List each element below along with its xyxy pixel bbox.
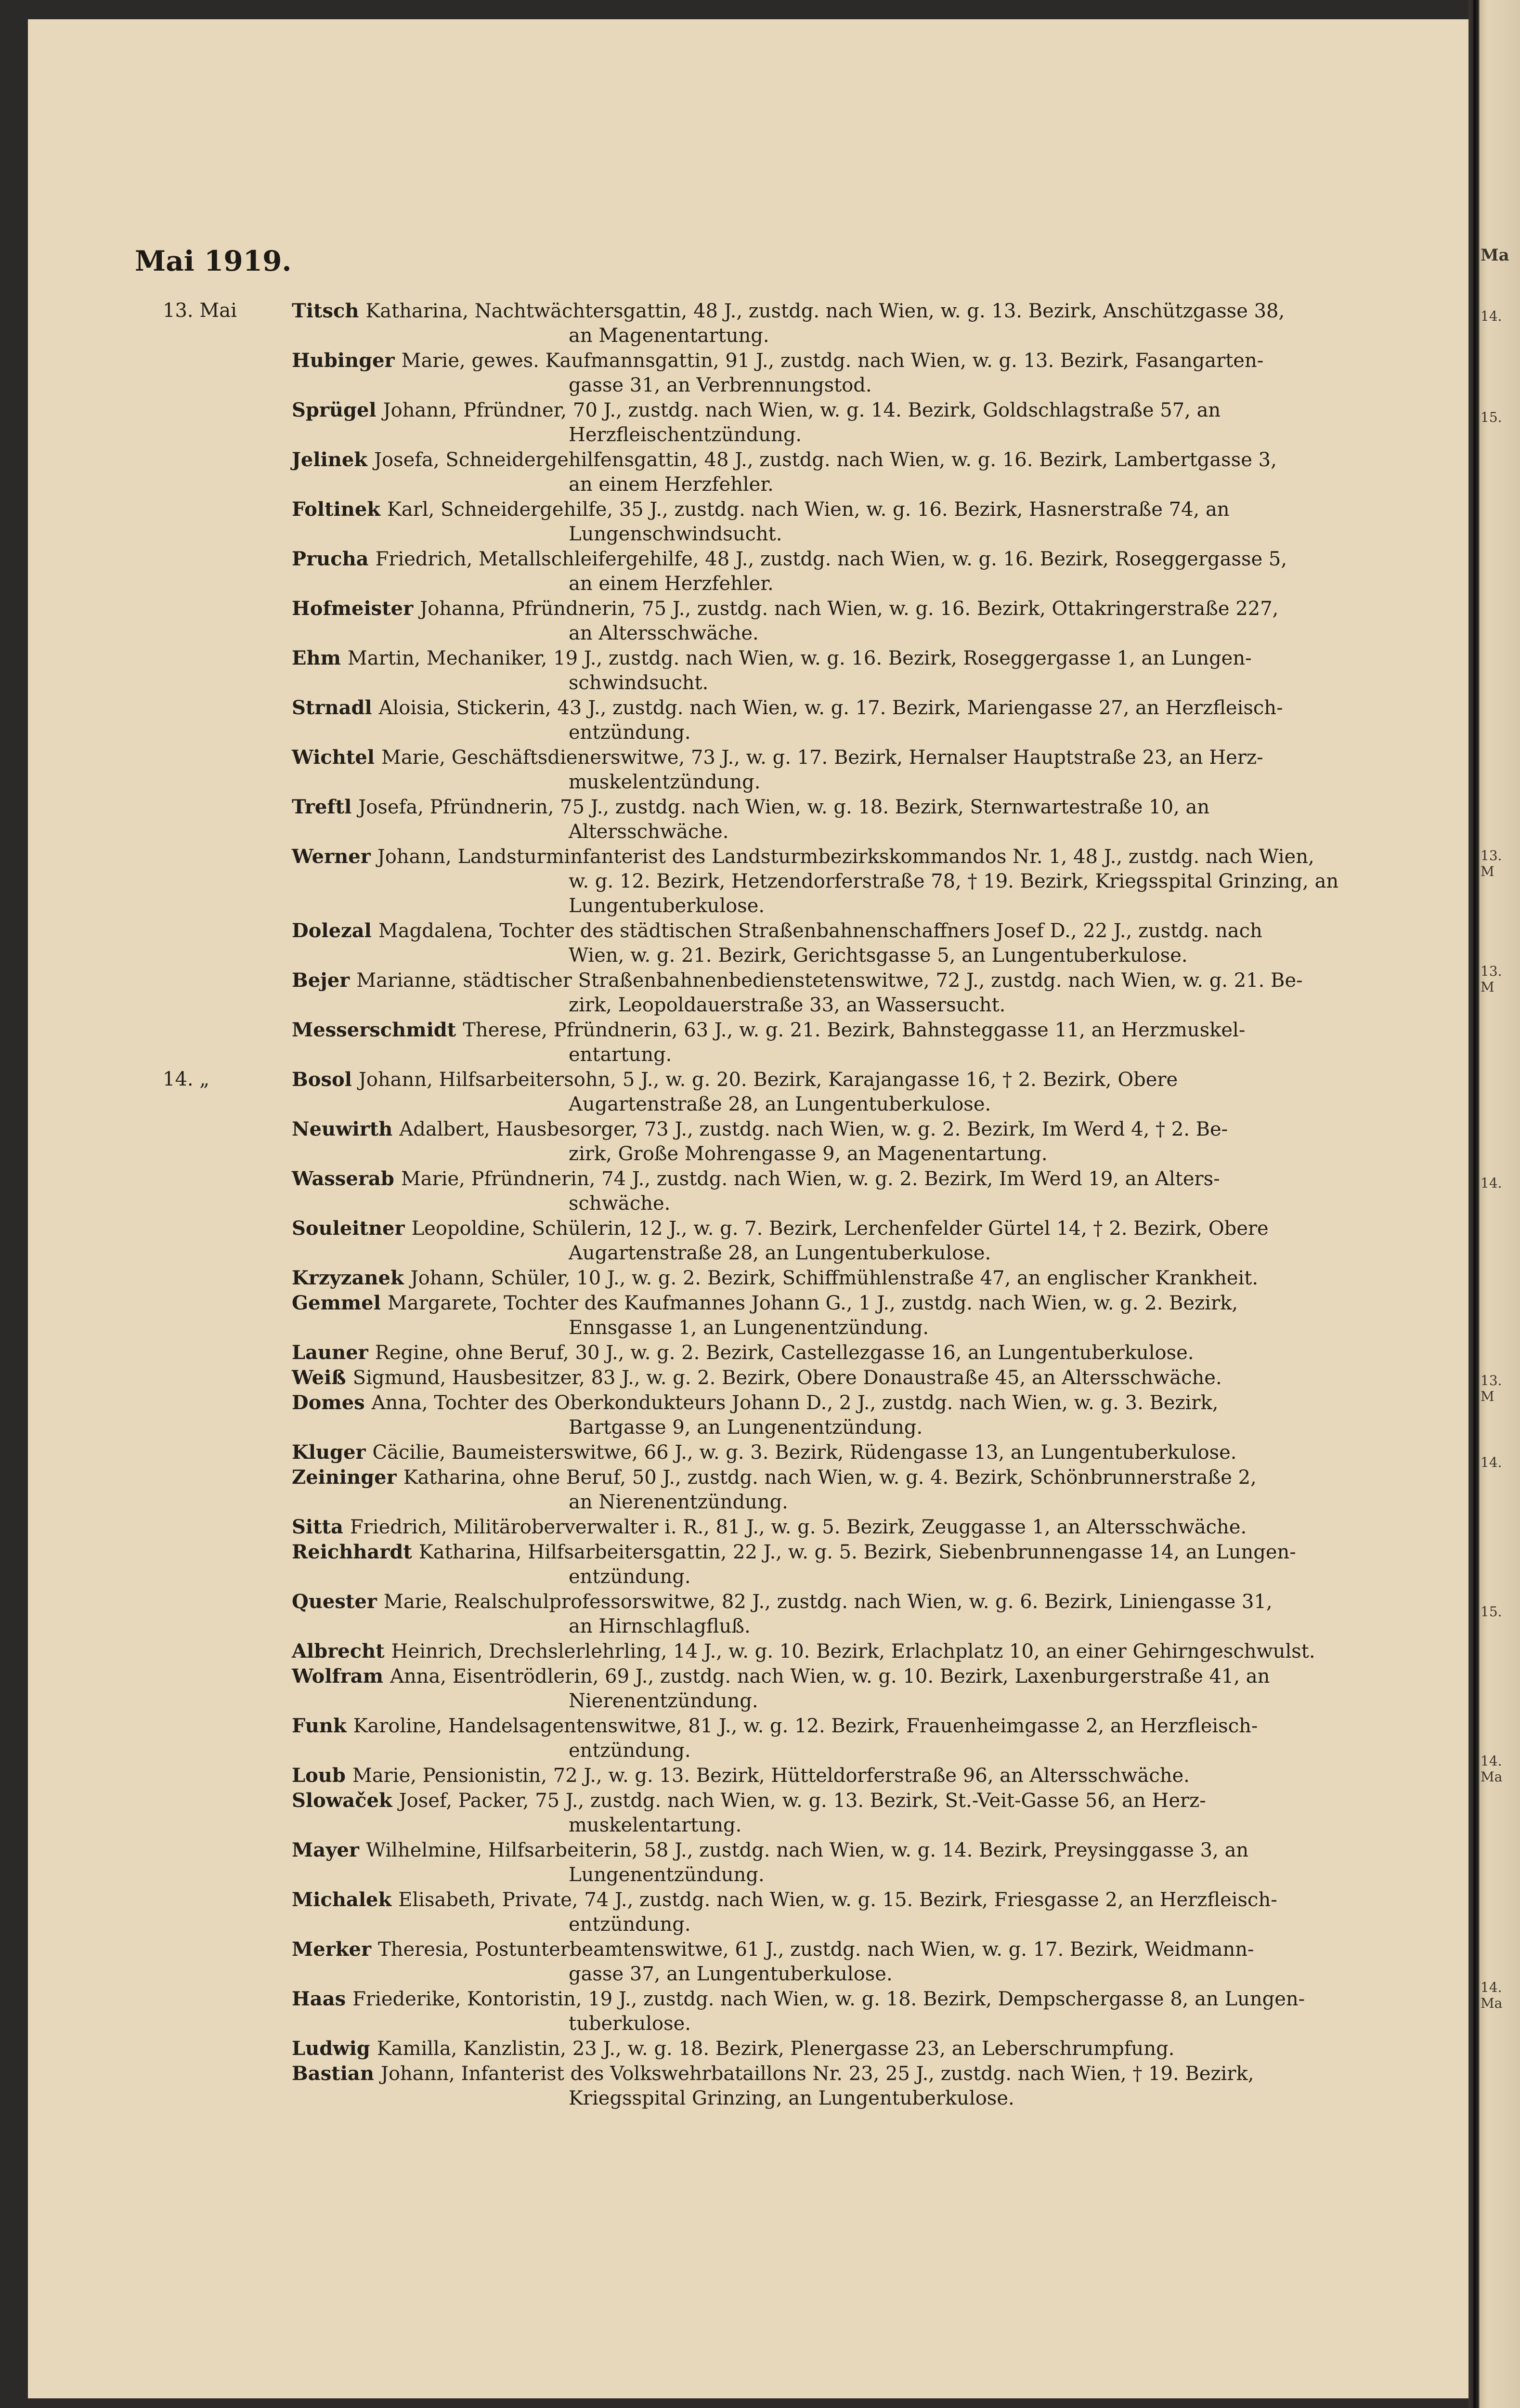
entry-first-line bbox=[292, 1515, 1454, 1540]
entry-text: Marie, Pensionistin, 72 J., w. g. 13. Bezirk, Hütteldorferstraße 96, an Altersschwäche. bbox=[352, 1765, 1190, 1787]
entry-continuation: an Hirnschlagfluß. bbox=[569, 1615, 751, 1637]
death-entry bbox=[135, 1291, 1454, 1340]
entry-text: Anna, Tochter des Oberkondukteurs Johann D., 2 J., zustdg. nach Wien, w. g. 3. Bezirk, bbox=[371, 1392, 1219, 1414]
entry-surname: Haas bbox=[292, 1988, 346, 2010]
death-entry bbox=[135, 1390, 1454, 1440]
entry-text: Johann, Infanterist des Volkswehrbataillons Nr. 23, 25 J., zustdg. nach Wien, † 19. Bezirk, bbox=[380, 2063, 1254, 2085]
death-entry bbox=[135, 1639, 1454, 1664]
entry-continuation: Augartenstraße 28, an Lungentuberkulose. bbox=[569, 1242, 991, 1264]
entry-text: Margarete, Tochter des Kaufmannes Johann G., 1 J., zustdg. nach Wien, w. g. 2. Bezirk, bbox=[387, 1292, 1238, 1314]
entry-surname: Slowaček bbox=[292, 1789, 392, 1812]
entry-surname: Domes bbox=[292, 1391, 365, 1414]
death-entry bbox=[135, 1166, 1454, 1216]
entry-first-line bbox=[292, 1589, 1454, 1614]
death-entry bbox=[135, 1887, 1454, 1937]
entry-text: Elisabeth, Private, 74 J., zustdg. nach Wien, w. g. 15. Bezirk, Friesgasse 2, an Herzfleisch- bbox=[398, 1889, 1277, 1911]
death-entry bbox=[135, 646, 1454, 695]
entry-first-line bbox=[292, 968, 1454, 993]
entry-text: Katharina, Hilfsarbeitersgattin, 22 J., w. g. 5. Bezirk, Siebenbrunnengasse 14, an Lungen- bbox=[418, 1541, 1296, 1563]
entry-text: Katharina, Nachtwächtersgattin, 48 J., zustdg. nach Wien, w. g. 13. Bezirk, Anschützgasse 38, bbox=[365, 300, 1285, 322]
entry-surname: Jelinek bbox=[292, 448, 368, 471]
entry-first-line bbox=[292, 646, 1454, 671]
entry-continuation: zirk, Leopoldauerstraße 33, an Wassersucht. bbox=[569, 994, 1006, 1016]
death-entry bbox=[135, 1540, 1454, 1589]
entry-first-line bbox=[292, 2036, 1454, 2061]
entry-continuation: w. g. 12. Bezirk, Hetzendorferstraße 78, † 19. Bezirk, Kriegsspital Grinzing, an Lungentuberkulose. bbox=[569, 870, 1339, 917]
entry-continuation: entzündung. bbox=[569, 721, 691, 744]
entry-surname: Dolezal bbox=[292, 919, 372, 942]
entry-first-line bbox=[292, 1763, 1454, 1788]
entry-continuation: Lungenentzündung. bbox=[569, 1864, 765, 1886]
margin-note: 14. Ma bbox=[1481, 1753, 1503, 1785]
entry-first-line bbox=[292, 1714, 1454, 1739]
entry-first-line bbox=[292, 1067, 1454, 1092]
death-entry bbox=[135, 348, 1454, 398]
entry-first-line bbox=[292, 1788, 1454, 1813]
entry-text: Therese, Pfründnerin, 63 J., w. g. 21. Bezirk, Bahnsteggasse 11, an Herzmuskel- bbox=[463, 1019, 1246, 1041]
death-entry bbox=[135, 918, 1454, 968]
entry-continuation: entzündung. bbox=[569, 1913, 691, 1936]
entry-first-line bbox=[292, 745, 1454, 770]
entry-surname: Wichtel bbox=[292, 746, 375, 769]
entry-continuation: an Altersschwäche. bbox=[569, 622, 759, 644]
death-entry bbox=[135, 497, 1454, 547]
entry-text: Adalbert, Hausbesorger, 73 J., zustdg. nach Wien, w. g. 2. Bezirk, Im Werd 4, † 2. Be- bbox=[399, 1118, 1228, 1140]
entry-first-line bbox=[292, 844, 1454, 869]
entry-continuation: entartung. bbox=[569, 1044, 672, 1066]
entry-text: Marie, Pfründnerin, 74 J., zustdg. nach Wien, w. g. 2. Bezirk, Im Werd 19, an Alters- bbox=[401, 1168, 1220, 1190]
death-entry bbox=[135, 1216, 1454, 1266]
margin-note: 13. M bbox=[1481, 1373, 1502, 1404]
entry-first-line bbox=[292, 1664, 1454, 1689]
entry-continuation: schwindsucht. bbox=[569, 672, 709, 694]
entry-continuation: Wien, w. g. 21. Bezirk, Gerichtsgasse 5, an Lungentuberkulose. bbox=[569, 944, 1188, 967]
entry-first-line bbox=[292, 447, 1454, 472]
entry-text: Josefa, Pfründnerin, 75 J., zustdg. nach Wien, w. g. 18. Bezirk, Sternwartestraße 10, an bbox=[358, 796, 1210, 818]
entry-first-line bbox=[292, 1266, 1454, 1291]
entry-text: Cäcilie, Baumeisterswitwe, 66 J., w. g. 3. Bezirk, Rüdengasse 13, an Lungentuberkulose. bbox=[372, 1441, 1237, 1464]
entry-surname: Werner bbox=[292, 845, 371, 868]
entry-first-line bbox=[292, 795, 1454, 820]
entry-first-line bbox=[292, 1018, 1454, 1043]
entry-surname: Messerschmidt bbox=[292, 1019, 456, 1041]
entry-surname: Reichhardt bbox=[292, 1541, 412, 1563]
death-entry bbox=[135, 299, 1454, 348]
entry-surname: Strnadl bbox=[292, 696, 372, 719]
entry-list bbox=[135, 299, 1454, 2111]
death-entry bbox=[135, 844, 1454, 918]
page-header: Mai 1919. bbox=[135, 245, 292, 277]
entry-surname: Krzyzanek bbox=[292, 1267, 404, 1289]
death-entry bbox=[135, 1838, 1454, 1887]
entry-text: Regine, ohne Beruf, 30 J., w. g. 2. Bezirk, Castellezgasse 16, an Lungentuberkulose. bbox=[375, 1342, 1194, 1364]
entry-first-line bbox=[292, 398, 1454, 423]
entry-first-line bbox=[292, 1365, 1454, 1390]
entry-first-line bbox=[292, 1987, 1454, 2012]
entry-text: Heinrich, Drechslerlehrling, 14 J., w. g. 10. Bezirk, Erlachplatz 10, an einer Gehirngeschwulst. bbox=[391, 1640, 1315, 1662]
entry-surname: Michalek bbox=[292, 1888, 392, 1911]
entry-first-line bbox=[292, 2061, 1454, 2086]
entry-first-line bbox=[292, 299, 1454, 324]
entry-continuation: muskelentartung. bbox=[569, 1814, 742, 1836]
entry-continuation: entzündung. bbox=[569, 1566, 691, 1588]
entry-first-line bbox=[292, 1639, 1454, 1664]
entry-continuation: an Magenentartung. bbox=[569, 325, 769, 347]
death-entry bbox=[135, 1987, 1454, 2036]
entry-surname: Treftl bbox=[292, 796, 352, 818]
entry-surname: Neuwirth bbox=[292, 1118, 393, 1140]
margin-header: Ma bbox=[1481, 246, 1509, 265]
entry-text: Katharina, ohne Beruf, 50 J., zustdg. nach Wien, w. g. 4. Bezirk, Schönbrunnerstraße 2, bbox=[403, 1466, 1257, 1489]
entry-text: Josef, Packer, 75 J., zustdg. nach Wien, w. g. 13. Bezirk, St.-Veit-Gasse 56, an Herz- bbox=[399, 1790, 1206, 1812]
entry-first-line bbox=[292, 1440, 1454, 1465]
entry-text: Marie, Geschäftsdienerswitwe, 73 J., w. g. 17. Bezirk, Hernalser Hauptstraße 23, an Herz- bbox=[381, 746, 1263, 769]
entry-surname: Bastian bbox=[292, 2062, 374, 2085]
entry-continuation: Herzfleischentzündung. bbox=[569, 424, 802, 446]
entry-surname: Kluger bbox=[292, 1441, 366, 1464]
entry-text: Anna, Eisentrödlerin, 69 J., zustdg. nach Wien, w. g. 10. Bezirk, Laxenburgerstraße 41, an bbox=[390, 1665, 1270, 1688]
death-entry bbox=[135, 398, 1454, 447]
entry-surname: Zeininger bbox=[292, 1466, 397, 1489]
entry-text: Sigmund, Hausbesitzer, 83 J., w. g. 2. Bezirk, Obere Donaustraße 45, an Altersschwäche. bbox=[352, 1367, 1222, 1389]
entry-continuation: Augartenstraße 28, an Lungentuberkulose. bbox=[569, 1093, 991, 1115]
entry-surname: Hofmeister bbox=[292, 597, 414, 620]
death-entry bbox=[135, 1067, 1454, 1117]
entry-surname: Bejer bbox=[292, 969, 350, 992]
entry-first-line bbox=[292, 1291, 1454, 1316]
entry-continuation: Ennsgasse 1, an Lungenentzündung. bbox=[569, 1317, 929, 1339]
margin-note: 15. bbox=[1481, 1604, 1502, 1620]
entry-text: Friedrich, Militäroberverwalter i. R., 81 J., w. g. 5. Bezirk, Zeuggasse 1, an Altersschwäche. bbox=[350, 1516, 1247, 1538]
entry-continuation: Bartgasse 9, an Lungenentzündung. bbox=[569, 1416, 923, 1439]
entry-continuation: an Nierenentzündung. bbox=[569, 1491, 788, 1513]
death-entry bbox=[135, 1340, 1454, 1365]
page-fold bbox=[1473, 0, 1476, 2408]
entry-continuation: tuberkulose. bbox=[569, 2013, 691, 2035]
entry-surname: Titsch bbox=[292, 300, 359, 322]
margin-note: 14. bbox=[1481, 1175, 1502, 1191]
entry-first-line bbox=[292, 1216, 1454, 1241]
margin-note: 13. M bbox=[1481, 848, 1502, 879]
entry-surname: Ludwig bbox=[292, 2037, 370, 2060]
entry-continuation: zirk, Große Mohrengasse 9, an Magenentartung. bbox=[569, 1143, 1048, 1165]
entry-surname: Albrecht bbox=[292, 1640, 385, 1662]
entry-date: 13. Mai bbox=[163, 300, 237, 322]
entry-text: Leopoldine, Schülerin, 12 J., w. g. 7. Bezirk, Lerchenfelder Gürtel 14, † 2. Bezirk, Obere bbox=[411, 1217, 1269, 1240]
entry-surname: Loub bbox=[292, 1764, 346, 1787]
entry-first-line bbox=[292, 1937, 1454, 1962]
death-entry bbox=[135, 1937, 1454, 1987]
death-entry bbox=[135, 1465, 1454, 1515]
entry-surname: Sitta bbox=[292, 1516, 343, 1538]
entry-date: 14. „ bbox=[163, 1068, 210, 1090]
entry-continuation: schwäche. bbox=[569, 1192, 671, 1215]
entry-surname: Weiß bbox=[292, 1366, 346, 1389]
death-entry bbox=[135, 1440, 1454, 1465]
document-page bbox=[28, 19, 1468, 2398]
death-entry bbox=[135, 1266, 1454, 1291]
death-entry bbox=[135, 2036, 1454, 2061]
death-entry bbox=[135, 1664, 1454, 1714]
entry-surname: Wasserab bbox=[292, 1167, 394, 1190]
entry-first-line bbox=[292, 695, 1454, 720]
entry-first-line bbox=[292, 348, 1454, 373]
entry-text: Wilhelmine, Hilfsarbeiterin, 58 J., zustdg. nach Wien, w. g. 14. Bezirk, Preysinggasse 3, an bbox=[365, 1839, 1249, 1861]
entry-first-line bbox=[292, 1390, 1454, 1415]
adjacent-page-edge bbox=[1468, 0, 1520, 2408]
entry-text: Marianne, städtischer Straßenbahnenbedienstetenswitwe, 72 J., zustdg. nach Wien, w. g. 21. Be- bbox=[356, 969, 1303, 992]
entry-first-line bbox=[292, 596, 1454, 621]
entry-first-line bbox=[292, 1887, 1454, 1912]
entry-text: Johanna, Pfründnerin, 75 J., zustdg. nach Wien, w. g. 16. Bezirk, Ottakringerstraße 227, bbox=[420, 598, 1279, 620]
entry-surname: Ehm bbox=[292, 647, 341, 669]
entry-continuation: an einem Herzfehler. bbox=[569, 473, 774, 496]
margin-note: 13. M bbox=[1481, 963, 1502, 995]
death-entry bbox=[135, 547, 1454, 596]
entry-text: Marie, Realschulprofessorswitwe, 82 J., zustdg. nach Wien, w. g. 6. Bezirk, Liniengasse 31, bbox=[383, 1591, 1273, 1613]
entry-text: Aloisia, Stickerin, 43 J., zustdg. nach Wien, w. g. 17. Bezirk, Mariengasse 27, an Herzfleisch- bbox=[378, 697, 1283, 719]
death-entry bbox=[135, 1365, 1454, 1390]
entry-text: Friederike, Kontoristin, 19 J., zustdg. nach Wien, w. g. 18. Bezirk, Dempschergasse 8, an Lungen- bbox=[352, 1988, 1305, 2010]
death-entry bbox=[135, 695, 1454, 745]
entry-surname: Prucha bbox=[292, 548, 369, 570]
entry-first-line bbox=[292, 1166, 1454, 1191]
entry-text: Johann, Pfründner, 70 J., zustdg. nach Wien, w. g. 14. Bezirk, Goldschlagstraße 57, an bbox=[383, 399, 1221, 421]
entry-text: Johann, Hilfsarbeitersohn, 5 J., w. g. 20. Bezirk, Karajangasse 16, † 2. Bezirk, Obere bbox=[358, 1069, 1178, 1091]
entry-text: Martin, Mechaniker, 19 J., zustdg. nach Wien, w. g. 16. Bezirk, Roseggergasse 1, an Lungen- bbox=[347, 647, 1252, 669]
entry-text: Friedrich, Metallschleifergehilfe, 48 J., zustdg. nach Wien, w. g. 16. Bezirk, Roseggergasse 5, bbox=[375, 548, 1287, 570]
entry-continuation: Nierenentzündung. bbox=[569, 1690, 758, 1712]
death-entry bbox=[135, 2061, 1454, 2111]
entry-text: Marie, gewes. Kaufmannsgattin, 91 J., zustdg. nach Wien, w. g. 13. Bezirk, Fasangarten- bbox=[401, 350, 1264, 372]
death-entry bbox=[135, 1714, 1454, 1763]
entry-first-line bbox=[292, 1340, 1454, 1365]
margin-note: 14. Ma bbox=[1481, 1979, 1503, 2011]
entry-first-line bbox=[292, 1465, 1454, 1490]
entry-first-line bbox=[292, 547, 1454, 572]
entry-first-line bbox=[292, 918, 1454, 943]
entry-surname: Merker bbox=[292, 1938, 372, 1961]
entry-surname: Wolfram bbox=[292, 1665, 384, 1688]
entry-continuation: gasse 31, an Verbrennungstod. bbox=[569, 374, 872, 396]
death-entry bbox=[135, 1515, 1454, 1540]
death-entry bbox=[135, 1018, 1454, 1067]
margin-note: 14. bbox=[1481, 308, 1502, 324]
entry-continuation: Kriegsspital Grinzing, an Lungentuberkulose. bbox=[569, 2087, 1014, 2109]
margin-note: 14. bbox=[1481, 1454, 1502, 1470]
entry-continuation: entzündung. bbox=[569, 1740, 691, 1762]
entry-surname: Bosol bbox=[292, 1068, 352, 1091]
entry-continuation: an einem Herzfehler. bbox=[569, 573, 774, 595]
entry-surname: Funk bbox=[292, 1714, 347, 1737]
entry-surname: Gemmel bbox=[292, 1292, 381, 1314]
death-entry bbox=[135, 745, 1454, 795]
entry-text: Magdalena, Tochter des städtischen Straßenbahnenschaffners Josef D., 22 J., zustdg. nach bbox=[378, 920, 1262, 942]
death-entry bbox=[135, 968, 1454, 1018]
entry-text: Theresia, Postunterbeamtenswitwe, 61 J., zustdg. nach Wien, w. g. 17. Bezirk, Weidmann- bbox=[378, 1938, 1254, 1961]
entry-first-line bbox=[292, 1117, 1454, 1142]
death-entry bbox=[135, 1589, 1454, 1639]
entry-text: Karl, Schneidergehilfe, 35 J., zustdg. nach Wien, w. g. 16. Bezirk, Hasnerstraße 74, an bbox=[387, 498, 1230, 521]
entry-continuation: Altersschwäche. bbox=[569, 821, 729, 843]
entry-continuation: muskelentzündung. bbox=[569, 771, 761, 793]
entry-text: Kamilla, Kanzlistin, 23 J., w. g. 18. Bezirk, Plenergasse 23, an Leberschrumpfung. bbox=[377, 2038, 1175, 2060]
entry-surname: Sprügel bbox=[292, 399, 377, 421]
entry-surname: Quester bbox=[292, 1590, 377, 1613]
entry-surname: Souleitner bbox=[292, 1217, 405, 1240]
entry-text: Josefa, Schneidergehilfensgattin, 48 J., zustdg. nach Wien, w. g. 16. Bezirk, Lambertgasse 3, bbox=[374, 449, 1277, 471]
death-entry bbox=[135, 1788, 1454, 1838]
death-entry bbox=[135, 795, 1454, 844]
entry-surname: Launer bbox=[292, 1341, 368, 1364]
death-entry bbox=[135, 1117, 1454, 1166]
entry-continuation: gasse 37, an Lungentuberkulose. bbox=[569, 1963, 893, 1985]
entry-text: Johann, Landsturminfanterist des Landsturmbezirkskommandos Nr. 1, 48 J., zustdg. nach Wien, bbox=[377, 846, 1314, 868]
death-entry bbox=[135, 1763, 1454, 1788]
entry-text: Karoline, Handelsagentenswitwe, 81 J., w. g. 12. Bezirk, Frauenheimgasse 2, an Herzfleisch- bbox=[353, 1715, 1258, 1737]
death-entry bbox=[135, 596, 1454, 646]
entry-first-line bbox=[292, 497, 1454, 522]
entry-surname: Mayer bbox=[292, 1839, 359, 1861]
entry-surname: Hubinger bbox=[292, 349, 395, 372]
entry-first-line bbox=[292, 1838, 1454, 1863]
death-entry bbox=[135, 447, 1454, 497]
entry-first-line bbox=[292, 1540, 1454, 1565]
entry-text: Johann, Schüler, 10 J., w. g. 2. Bezirk, Schiffmühlenstraße 47, an englischer Krankheit. bbox=[410, 1267, 1259, 1289]
entry-continuation: Lungenschwindsucht. bbox=[569, 523, 782, 545]
entry-surname: Foltinek bbox=[292, 498, 381, 521]
margin-note: 15. bbox=[1481, 409, 1502, 425]
